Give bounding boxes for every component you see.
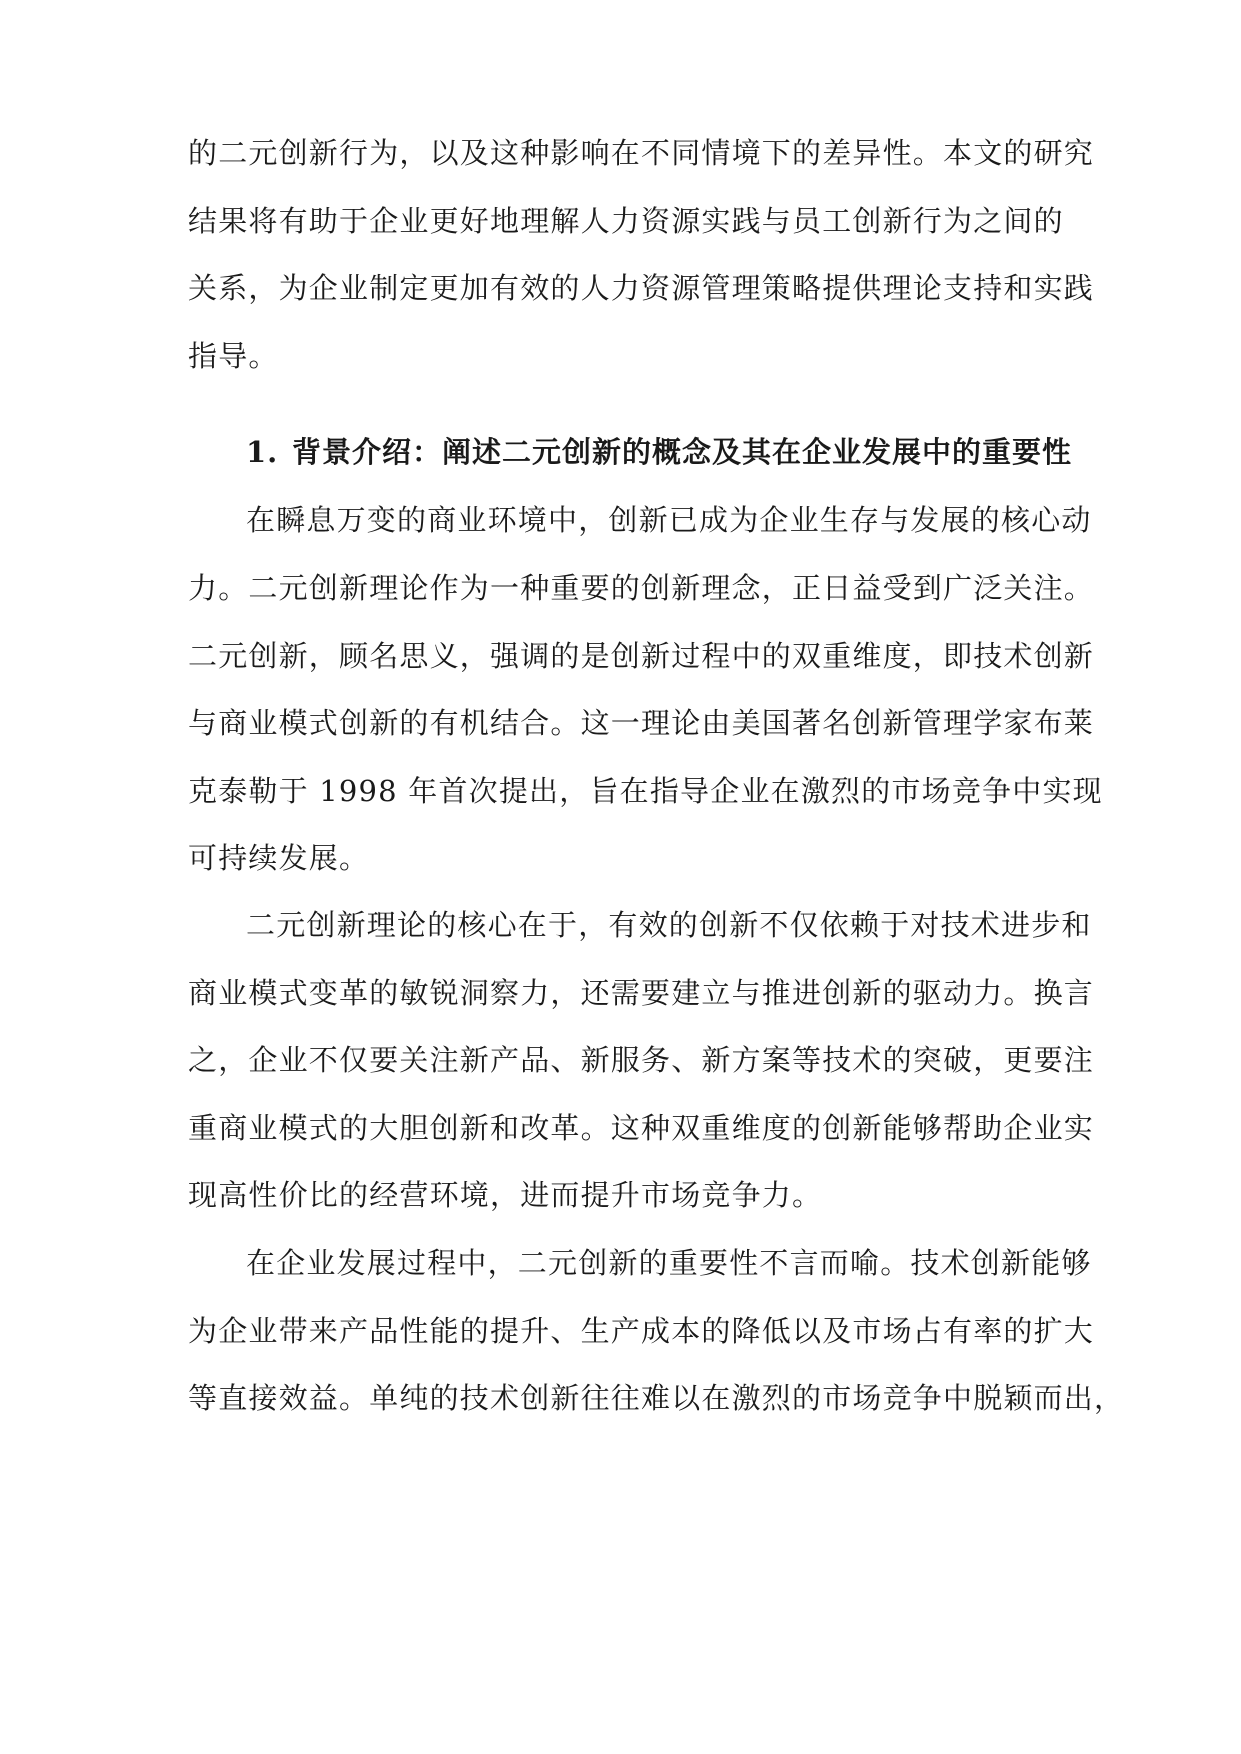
paragraph-line: 等直接效益。单纯的技术创新往往难以在激烈的市场竞争中脱颖而出， (188, 1381, 1125, 1415)
section-title: 背景介绍：阐述二元创新的概念及其在企业发展中的重要性 (292, 435, 1073, 469)
paragraph-line: 重商业模式的大胆创新和改革。这种双重维度的创新能够帮助企业实 (188, 1111, 1095, 1145)
section-number: 1. (246, 435, 279, 469)
paragraph-line: 二元创新理论的核心在于，有效的创新不仅依赖于对技术进步和 (246, 908, 1092, 942)
paragraph-line: 在企业发展过程中，二元创新的重要性不言而喻。技术创新能够 (246, 1246, 1092, 1280)
paragraph-line: 二元创新，顾名思义，强调的是创新过程中的双重维度，即技术创新 (188, 639, 1095, 673)
paragraph-line: 关系，为企业制定更加有效的人力资源管理策略提供理论支持和实践 (188, 271, 1095, 305)
paragraph-line: 克泰勒于 1998 年首次提出，旨在指导企业在激烈的市场竞争中实现 (188, 774, 1103, 808)
section-heading (246, 432, 1073, 472)
paragraph-line: 之，企业不仅要关注新产品、新服务、新方案等技术的突破，更要注 (188, 1043, 1095, 1077)
paragraph-line: 结果将有助于企业更好地理解人力资源实践与员工创新行为之间的 (188, 204, 1064, 238)
paragraph-line: 可持续发展。 (188, 841, 370, 875)
paragraph-line: 商业模式变革的敏锐洞察力，还需要建立与推进创新的驱动力。换言 (188, 976, 1095, 1010)
paragraph-line: 现高性价比的经营环境，进而提升市场竞争力。 (188, 1178, 823, 1212)
paragraph-line: 的二元创新行为，以及这种影响在不同情境下的差异性。本文的研究 (188, 136, 1095, 170)
paragraph-line: 力。二元创新理论作为一种重要的创新理念，正日益受到广泛关注。 (188, 571, 1095, 605)
paragraph-line: 指导。 (188, 339, 279, 373)
paragraph-line: 在瞬息万变的商业环境中，创新已成为企业生存与发展的核心动 (246, 503, 1092, 537)
paragraph-line: 为企业带来产品性能的提升、生产成本的降低以及市场占有率的扩大 (188, 1314, 1095, 1348)
paragraph-line: 与商业模式创新的有机结合。这一理论由美国著名创新管理学家布莱 (188, 706, 1095, 740)
